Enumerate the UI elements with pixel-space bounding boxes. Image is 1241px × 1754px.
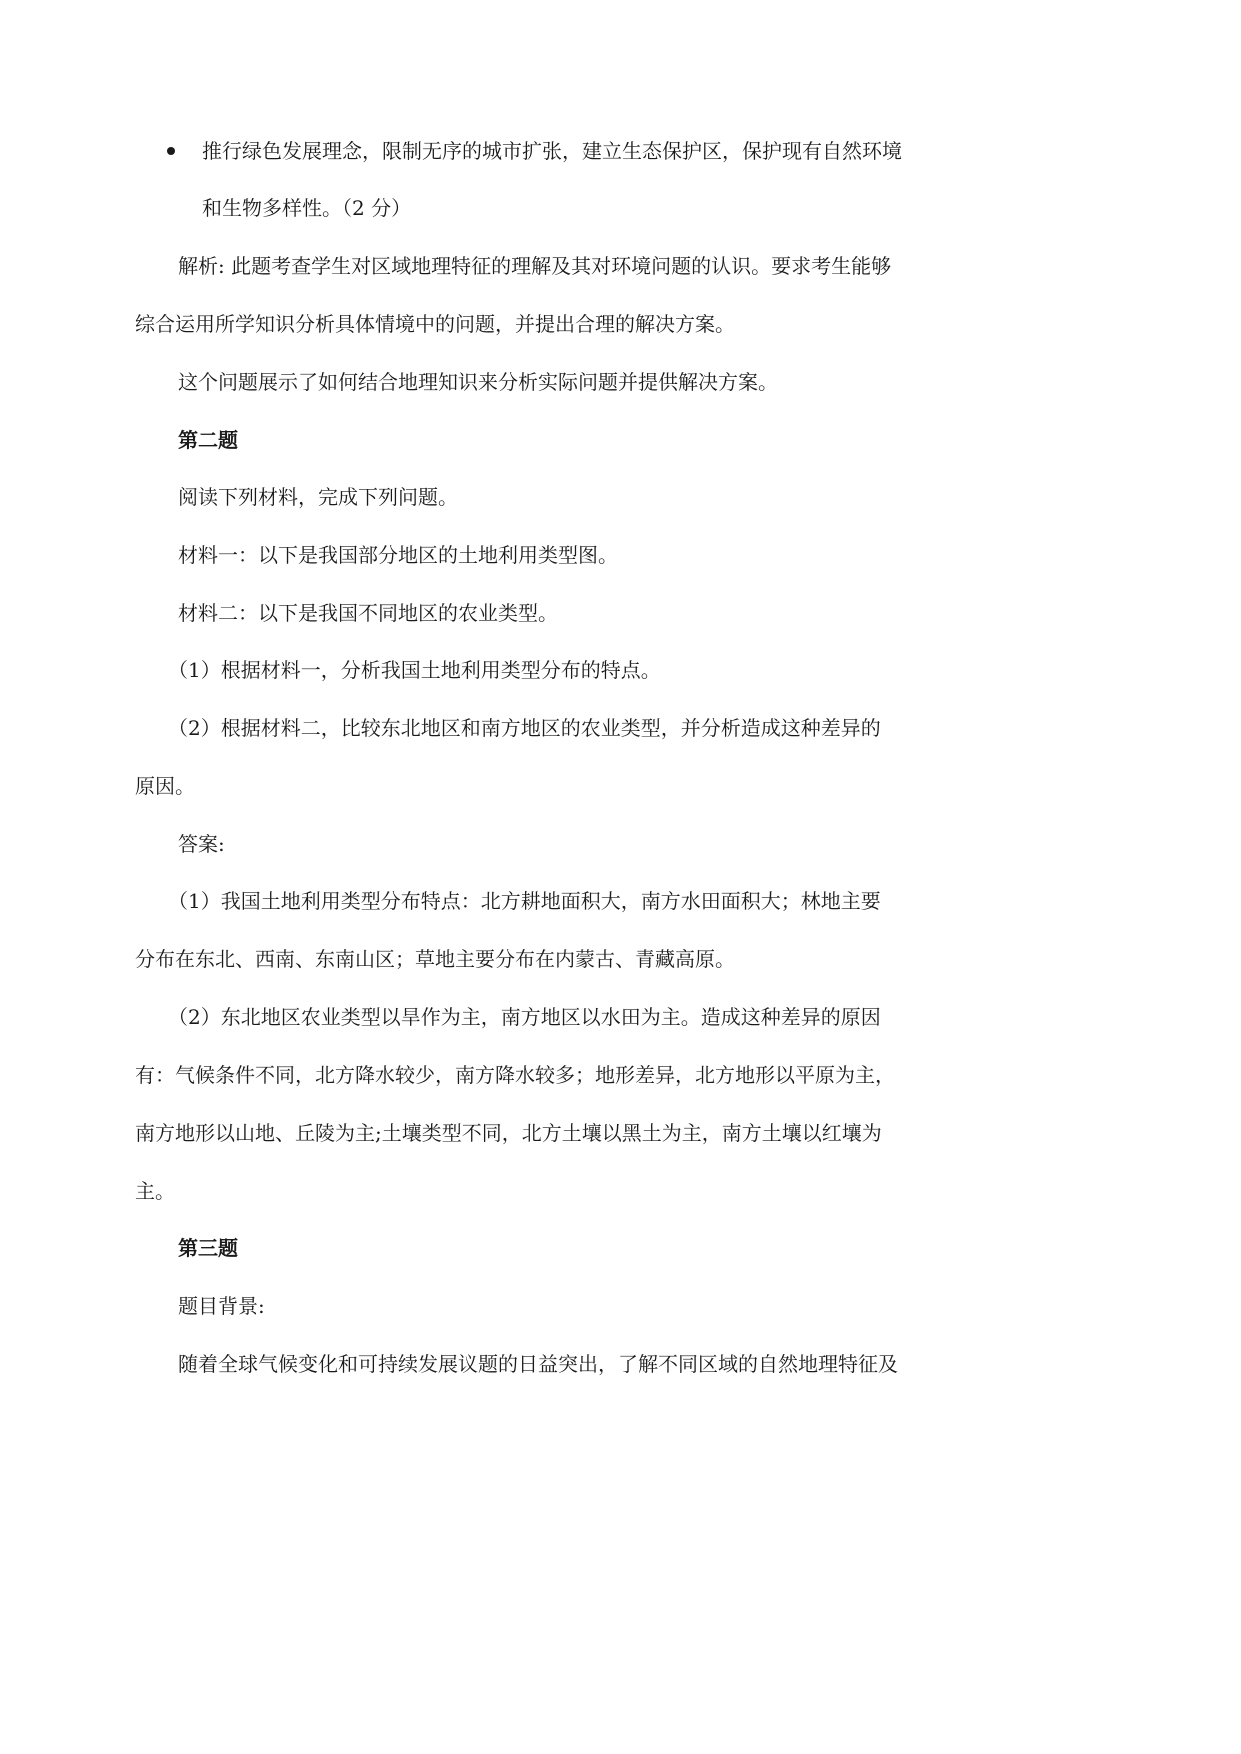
material-paragraph: 材料二：以下是我国不同地区的农业类型。 (178, 601, 558, 625)
subquestion-paragraph: （1）根据材料一，分析我国土地利用类型分布的特点。 (168, 658, 661, 682)
answer-label: 答案: (178, 832, 225, 856)
subquestion-paragraph-line: 原因。 (135, 774, 195, 798)
background-paragraph-line: 随着全球气候变化和可持续发展议题的日益突出，了解不同区域的自然地理特征及 (178, 1352, 898, 1376)
answer-paragraph-line: 分布在东北、西南、东南山区；草地主要分布在内蒙古、青藏高原。 (135, 947, 735, 971)
question-heading: 第三题 (178, 1236, 238, 1260)
background-label: 题目背景: (178, 1294, 265, 1318)
answer-paragraph-line: （1）我国土地利用类型分布特点：北方耕地面积大，南方水田面积大；林地主要 (168, 889, 881, 913)
instruction-paragraph: 阅读下列材料，完成下列问题。 (178, 485, 458, 509)
bullet-icon (167, 147, 175, 155)
subquestion-paragraph-line: （2）根据材料二，比较东北地区和南方地区的农业类型，并分析造成这种差异的 (168, 716, 881, 740)
analysis-paragraph-line: 解析: 此题考查学生对区域地理特征的理解及其对环境问题的认识。要求考生能够 (178, 254, 892, 278)
material-paragraph: 材料一：以下是我国部分地区的土地利用类型图。 (178, 543, 618, 567)
answer-paragraph-line: 南方地形以山地、丘陵为主;土壤类型不同，北方土壤以黑土为主，南方土壤以红壤为 (135, 1121, 882, 1145)
bullet-text-line: 和生物多样性。（2 分） (202, 196, 412, 220)
answer-paragraph-line: 有：气候条件不同，北方降水较少，南方降水较多；地形差异，北方地形以平原为主， (135, 1063, 895, 1087)
question-heading: 第二题 (178, 428, 238, 452)
analysis-paragraph-line: 综合运用所学知识分析具体情境中的问题，并提出合理的解决方案。 (135, 312, 735, 336)
bullet-text-line: 推行绿色发展理念，限制无序的城市扩张，建立生态保护区，保护现有自然环境 (202, 139, 902, 163)
answer-paragraph-line: （2）东北地区农业类型以旱作为主，南方地区以水田为主。造成这种差异的原因 (168, 1005, 881, 1029)
answer-paragraph-line: 主。 (135, 1179, 175, 1203)
summary-paragraph: 这个问题展示了如何结合地理知识来分析实际问题并提供解决方案。 (178, 370, 778, 394)
